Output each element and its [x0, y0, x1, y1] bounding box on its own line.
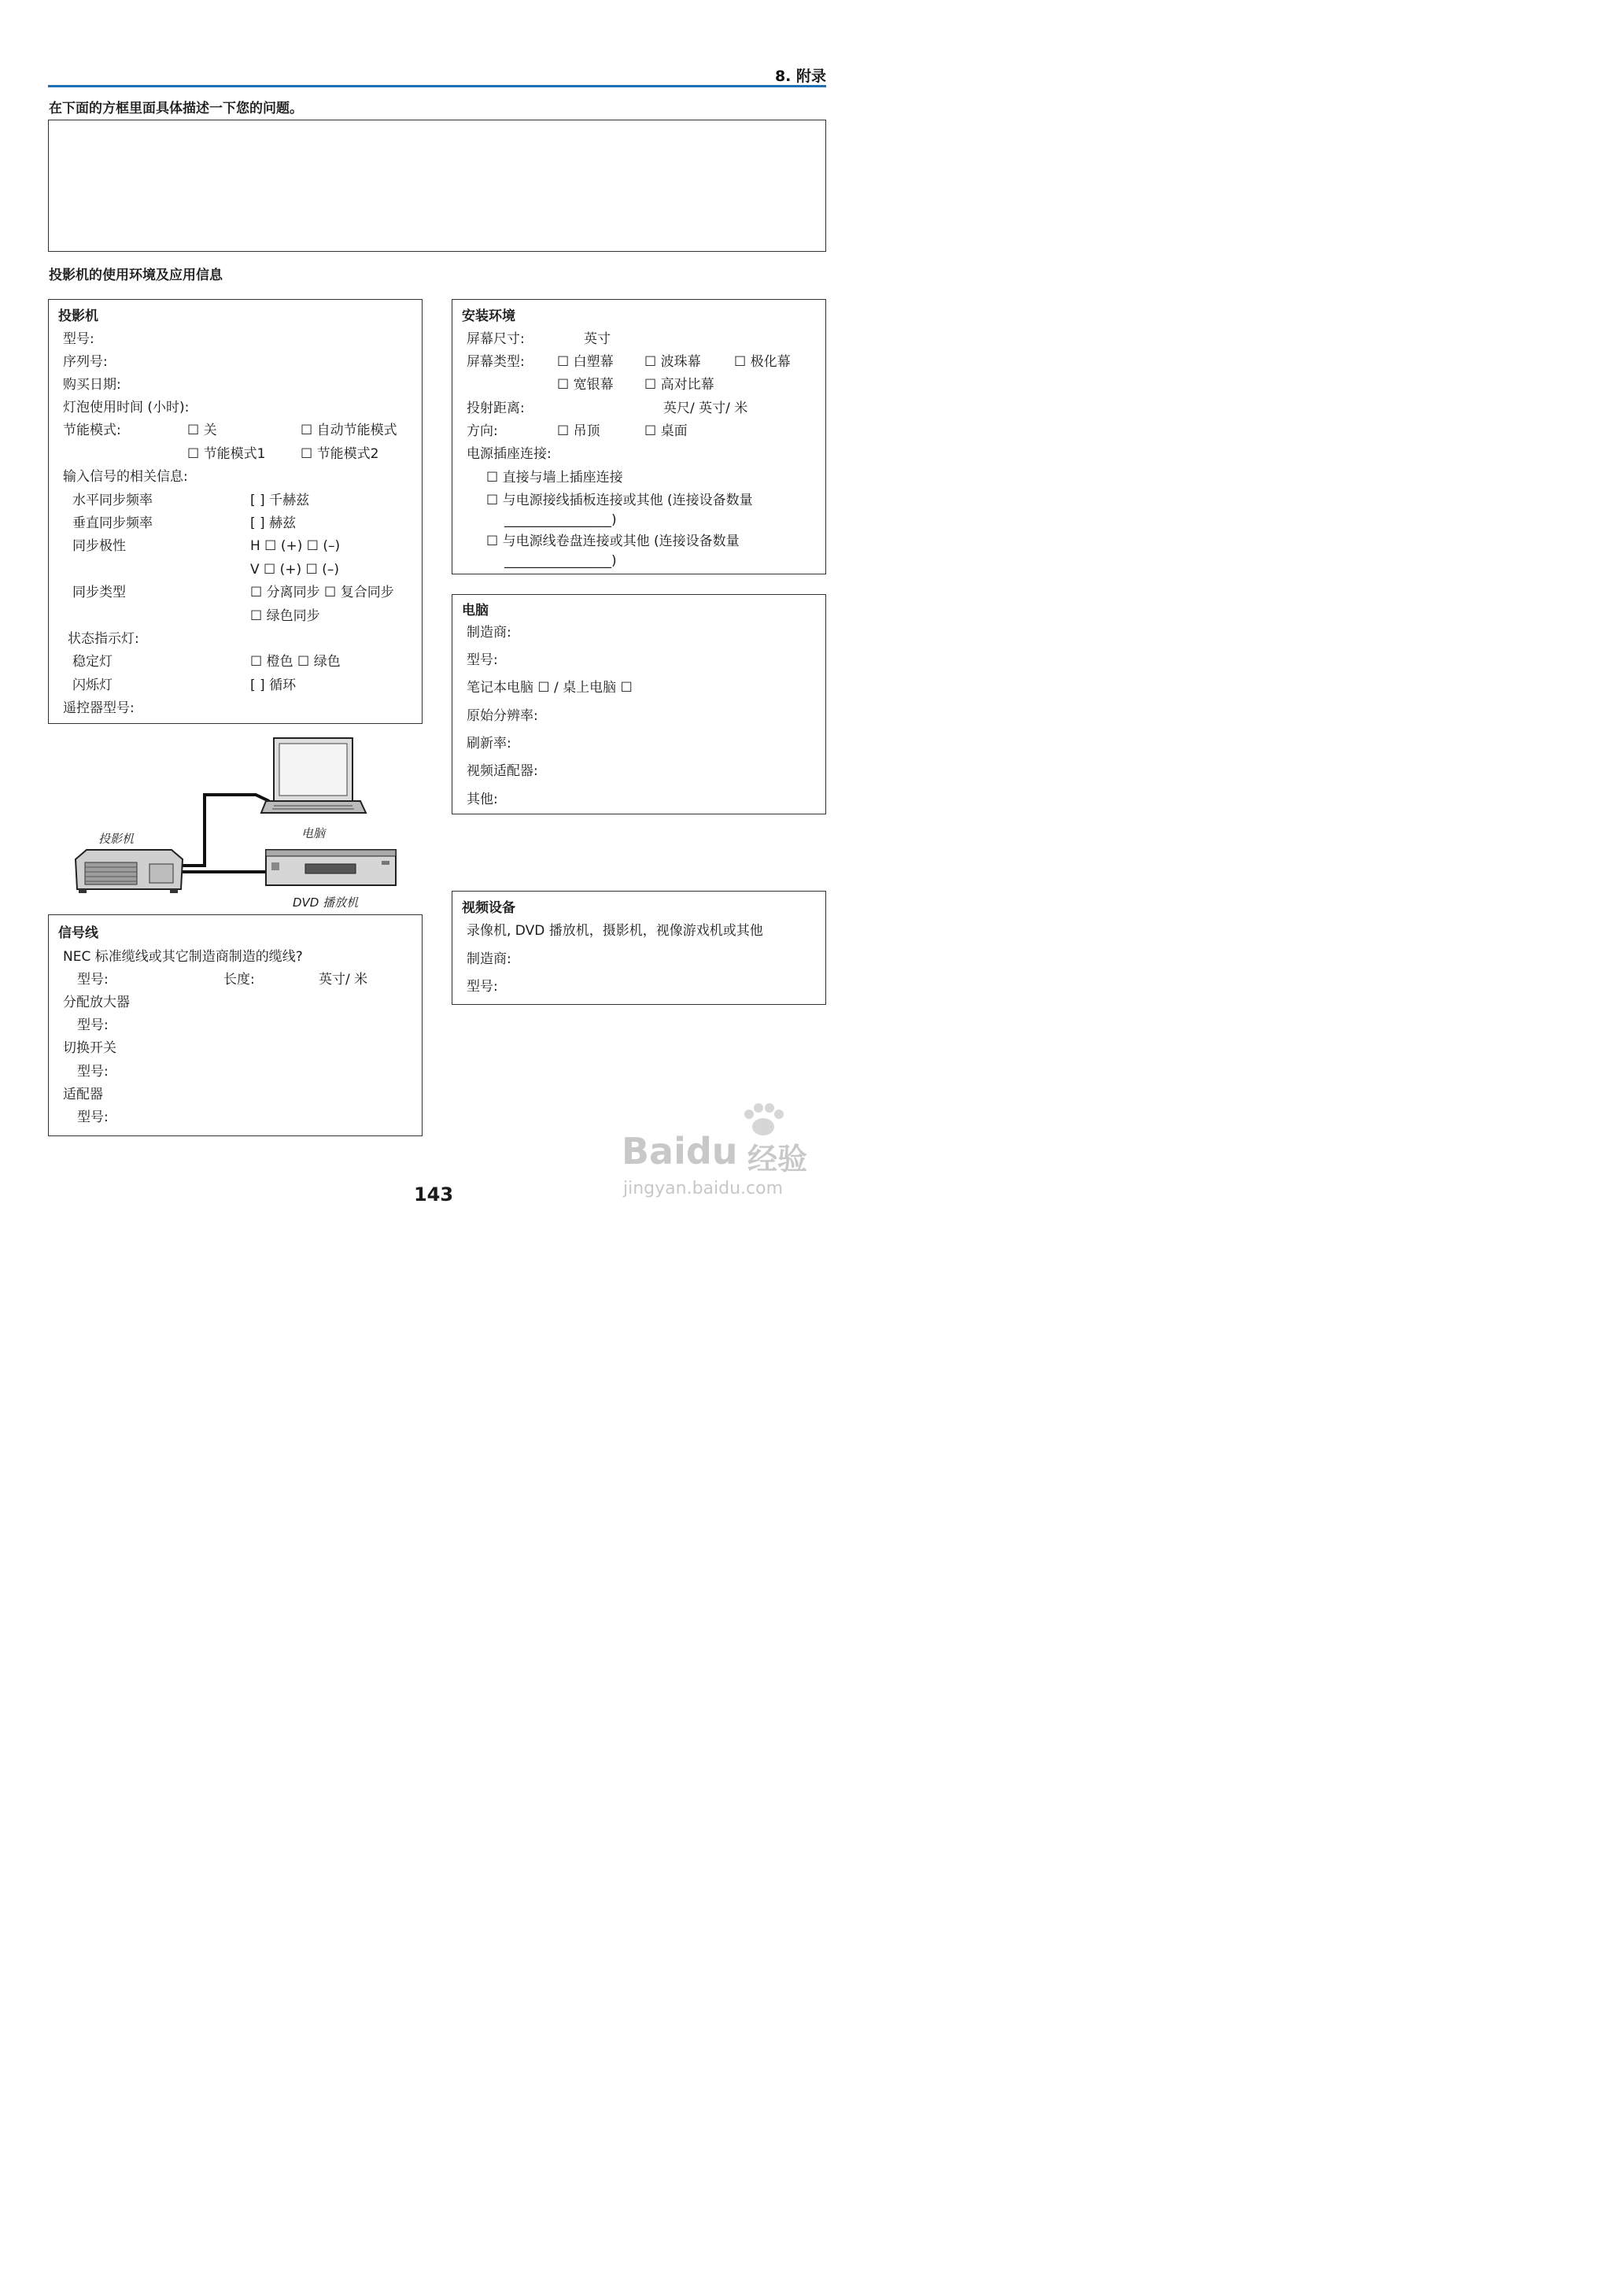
projector-lamp-hours: 灯泡使用时间 (小时): — [63, 400, 190, 415]
computer-title: 电脑 — [462, 603, 489, 618]
polarity-label: 同步极性 — [72, 538, 126, 554]
video-desc: 录像机, DVD 播放机，摄影机，视像游戏机或其他 — [467, 923, 763, 939]
cable-length: 长度: — [223, 972, 255, 988]
problem-title: 在下面的方框里面具体描述一下您的问题。 — [49, 101, 303, 116]
projector-purchase-date: 购买日期: — [63, 377, 121, 393]
projector-box — [48, 299, 423, 724]
vsync-field[interactable]: [ ] 赫兹 — [250, 515, 297, 531]
hsync-label: 水平同步频率 — [72, 493, 153, 508]
matte-white-checkbox[interactable]: ☐ 白塑幕 — [557, 354, 614, 370]
remote-model: 遥控器型号: — [63, 700, 135, 716]
bead-checkbox[interactable]: ☐ 波珠幕 — [644, 354, 701, 370]
diagram-projector-caption: 投影机 — [98, 832, 135, 846]
sync-type-label: 同步类型 — [72, 585, 126, 600]
adapter-label: 适配器 — [63, 1087, 103, 1102]
dvd-player-icon — [266, 850, 396, 885]
polarity-v-checkboxes[interactable]: V ☐ (+) ☐ (–) — [250, 562, 339, 578]
diagram-dvd-caption: DVD 播放机 — [293, 895, 359, 910]
env-title: 投影机的使用环境及应用信息 — [49, 268, 223, 283]
connection-diagram — [63, 732, 417, 913]
steady-light-label: 稳定灯 — [72, 654, 113, 670]
cable-title: 信号线 — [58, 925, 98, 941]
switch-label: 切换开关 — [63, 1040, 116, 1056]
amp-model: 型号: — [77, 1017, 109, 1033]
high-contrast-checkbox[interactable]: ☐ 高对比幕 — [644, 377, 714, 393]
video-title: 视频设备 — [462, 900, 515, 916]
eco-1-checkbox[interactable]: ☐ 节能模式1 — [187, 446, 266, 462]
video-model: 型号: — [467, 979, 498, 995]
video-box — [452, 891, 826, 1005]
polarized-checkbox[interactable]: ☐ 极化幕 — [734, 354, 791, 370]
signal-info-label: 输入信号的相关信息: — [63, 469, 188, 485]
computer-refresh: 刷新率: — [467, 736, 511, 751]
cable-box — [48, 914, 423, 1136]
blink-light-label: 闪烁灯 — [72, 678, 113, 693]
outlet-strip-checkbox[interactable]: ☐ 与电源接线插板连接或其他 (连接设备数量 — [486, 493, 753, 508]
amp-label: 分配放大器 — [63, 995, 130, 1010]
outlet-label: 电源插座连接: — [467, 446, 552, 462]
watermark-url: jingyan.baidu.com — [623, 1179, 784, 1198]
orientation-label: 方向: — [467, 423, 498, 439]
cable-length-unit: 英寸/ 米 — [319, 972, 368, 988]
ceiling-checkbox[interactable]: ☐ 吊顶 — [557, 423, 600, 439]
computer-resolution: 原始分辨率: — [467, 708, 538, 724]
outlet-reel-blank[interactable]: ________________) — [504, 553, 617, 569]
blink-light-field[interactable]: [ ] 循环 — [250, 678, 297, 693]
laptop-icon — [261, 738, 366, 813]
watermark-brand: Baidu — [622, 1130, 738, 1172]
computer-model: 型号: — [467, 652, 498, 668]
outlet-direct-checkbox[interactable]: ☐ 直接与墙上插座连接 — [486, 470, 623, 486]
computer-maker: 制造商: — [467, 625, 511, 641]
distance-label: 投射距离: — [467, 401, 525, 416]
header-rule — [48, 85, 826, 87]
polarity-h-checkboxes[interactable]: H ☐ (+) ☐ (–) — [250, 538, 341, 554]
sync-green-checkbox[interactable]: ☐ 绿色同步 — [250, 608, 320, 624]
wide-silver-checkbox[interactable]: ☐ 宽银幕 — [557, 377, 614, 393]
hsync-field[interactable]: [ ] 千赫兹 — [250, 493, 310, 508]
watermark-cn: 经验 — [747, 1142, 808, 1176]
eco-mode-label: 节能模式: — [63, 423, 121, 438]
eco-2-checkbox[interactable]: ☐ 节能模式2 — [301, 446, 379, 462]
desk-checkbox[interactable]: ☐ 桌面 — [644, 423, 688, 439]
sync-separate-composite-checkboxes[interactable]: ☐ 分离同步 ☐ 复合同步 — [250, 585, 394, 600]
projector-device-icon — [76, 850, 183, 893]
watermark — [622, 1102, 834, 1204]
vsync-label: 垂直同步频率 — [72, 515, 153, 531]
screen-size-unit: 英寸 — [584, 331, 611, 347]
projector-serial: 序列号: — [63, 354, 108, 370]
eco-auto-checkbox[interactable]: ☐ 自动节能模式 — [301, 423, 397, 438]
outlet-reel-checkbox[interactable]: ☐ 与电源线卷盘连接或其他 (连接设备数量 — [486, 534, 740, 549]
diagram-computer-caption: 电脑 — [301, 826, 326, 840]
indicator-label: 状态指示灯: — [68, 631, 139, 647]
projector-title: 投影机 — [58, 308, 98, 324]
computer-box — [452, 594, 826, 814]
outlet-strip-blank[interactable]: ________________) — [504, 512, 617, 528]
computer-other: 其他: — [467, 792, 498, 807]
video-maker: 制造商: — [467, 951, 511, 967]
computer-adapter: 视频适配器: — [467, 763, 538, 779]
distance-unit: 英尺/ 英寸/ 米 — [663, 401, 748, 416]
projector-model: 型号: — [63, 331, 94, 347]
page-number: 143 — [413, 1183, 454, 1206]
switch-model: 型号: — [77, 1064, 109, 1080]
eco-off-checkbox[interactable]: ☐ 关 — [187, 423, 217, 438]
screen-size-label: 屏幕尺寸: — [467, 331, 525, 347]
screen-type-label: 屏幕类型: — [467, 354, 525, 370]
problem-textbox[interactable] — [48, 120, 826, 252]
cable-to-computer — [181, 795, 269, 866]
adapter-model: 型号: — [77, 1110, 109, 1125]
section-title: 8. 附录 — [774, 68, 826, 85]
install-title: 安装环境 — [462, 308, 515, 324]
steady-light-checkboxes[interactable]: ☐ 橙色 ☐ 绿色 — [250, 654, 341, 670]
cable-question: NEC 标准缆线或其它制造商制造的缆线? — [63, 949, 303, 965]
install-box — [452, 299, 826, 574]
cable-model: 型号: — [77, 972, 109, 988]
computer-type-checkboxes[interactable]: 笔记本电脑 ☐ / 桌上电脑 ☐ — [467, 680, 633, 696]
